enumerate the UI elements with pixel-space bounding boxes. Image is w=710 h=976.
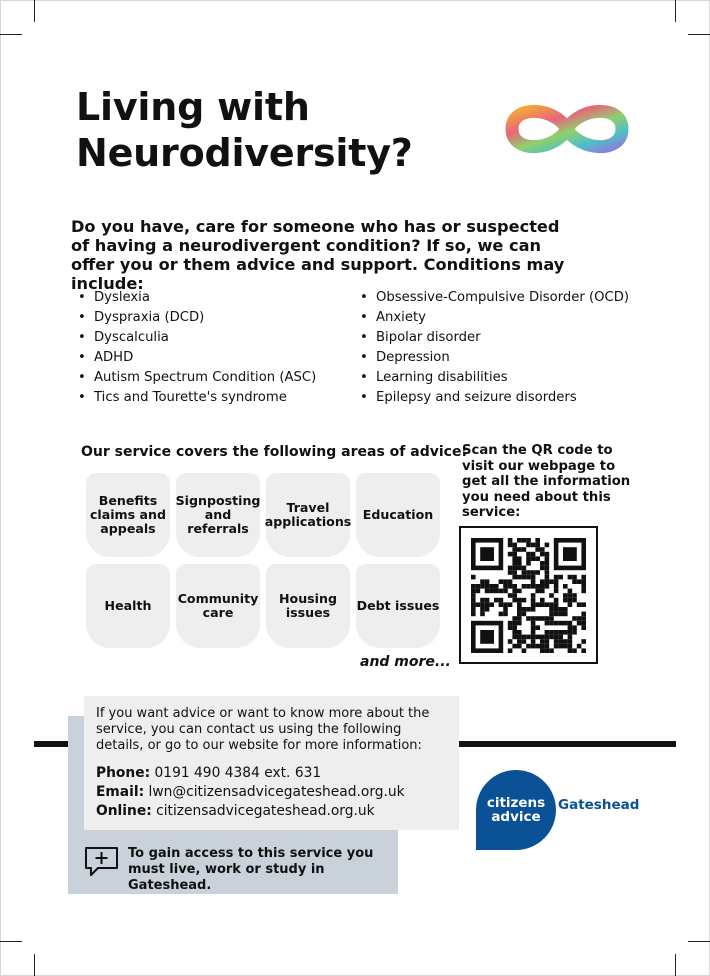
area-tile-education: Education bbox=[356, 473, 440, 557]
crop-mark bbox=[0, 941, 22, 942]
list-item: • Learning disabilities bbox=[358, 368, 629, 388]
chat-plus-icon bbox=[84, 846, 120, 878]
list-item: • Obsessive-Compulsive Disorder (OCD) bbox=[358, 288, 629, 308]
crop-mark bbox=[34, 0, 35, 22]
crop-mark bbox=[688, 34, 710, 35]
list-item: • Dyslexia bbox=[76, 288, 316, 308]
citizens-advice-logo bbox=[476, 770, 556, 850]
divider-bar-right bbox=[459, 741, 676, 747]
list-item: • Dyscalculia bbox=[76, 328, 316, 348]
page-title bbox=[76, 84, 413, 176]
contact-phone bbox=[96, 764, 321, 782]
list-item: • Bipolar disorder bbox=[358, 328, 629, 348]
contact-email bbox=[96, 783, 405, 801]
conditions-list-right bbox=[358, 288, 629, 408]
title-line-1: Living with bbox=[76, 85, 310, 129]
area-tile-community-care: Community care bbox=[176, 564, 260, 648]
infinity-rainbow-icon bbox=[500, 92, 635, 167]
area-tile-health: Health bbox=[86, 564, 170, 648]
logo-word-1: citizens bbox=[486, 795, 546, 811]
area-tile-debt: Debt issues bbox=[356, 564, 440, 648]
list-item: • Anxiety bbox=[358, 308, 629, 328]
list-item: • Dyspraxia (DCD) bbox=[76, 308, 316, 328]
area-tile-signposting: Signposting and referrals bbox=[176, 473, 260, 557]
list-item: • Autism Spectrum Condition (ASC) bbox=[76, 368, 316, 388]
eligibility-notice: To gain access to this service you must live, work or study in Gateshead. bbox=[128, 846, 374, 893]
crop-mark bbox=[675, 954, 676, 976]
contact-intro: If you want advice or want to know more about the service, you can contact us using the following details, or go to our website for more information: bbox=[96, 706, 430, 753]
list-item: • Tics and Tourette's syndrome bbox=[76, 388, 316, 408]
contact-online bbox=[96, 802, 375, 820]
qr-instructions: Scan the QR code to visit our webpage to get all the information you need about this service: bbox=[462, 443, 631, 520]
conditions-list-left bbox=[76, 288, 316, 408]
email-label: Email: bbox=[96, 784, 145, 800]
crop-mark bbox=[688, 941, 710, 942]
phone-label: Phone: bbox=[96, 765, 151, 781]
crop-mark bbox=[675, 0, 676, 22]
area-tile-housing: Housing issues bbox=[266, 564, 350, 648]
online-label: Online: bbox=[96, 803, 152, 819]
area-tile-benefits: Benefits claims and appeals bbox=[86, 473, 170, 557]
list-item: • Epilepsy and seizure disorders bbox=[358, 388, 629, 408]
list-item: • Depression bbox=[358, 348, 629, 368]
areas-heading: Our service covers the following areas of advice: bbox=[81, 444, 468, 460]
qr-code-icon[interactable] bbox=[459, 526, 598, 664]
email-value[interactable]: lwn@citizensadvicegateshead.org.uk bbox=[148, 784, 405, 800]
list-item: • ADHD bbox=[76, 348, 316, 368]
title-line-2: Neurodiversity? bbox=[76, 131, 413, 175]
online-value[interactable]: citizensadvicegateshead.org.uk bbox=[156, 803, 375, 819]
crop-mark bbox=[0, 34, 22, 35]
area-tile-travel: Travel applications bbox=[266, 473, 350, 557]
phone-value[interactable]: 0191 490 4384 ext. 631 bbox=[154, 765, 322, 781]
intro-text: Do you have, care for someone who has or suspected of having a neurodivergent condition? If so, we can offer you or them advice and support. Conditions may include: bbox=[71, 217, 565, 293]
crop-mark bbox=[34, 954, 35, 976]
logo-word-2: advice bbox=[491, 809, 541, 825]
and-more-text: and more... bbox=[360, 654, 451, 670]
logo-place: Gateshead bbox=[558, 797, 640, 813]
